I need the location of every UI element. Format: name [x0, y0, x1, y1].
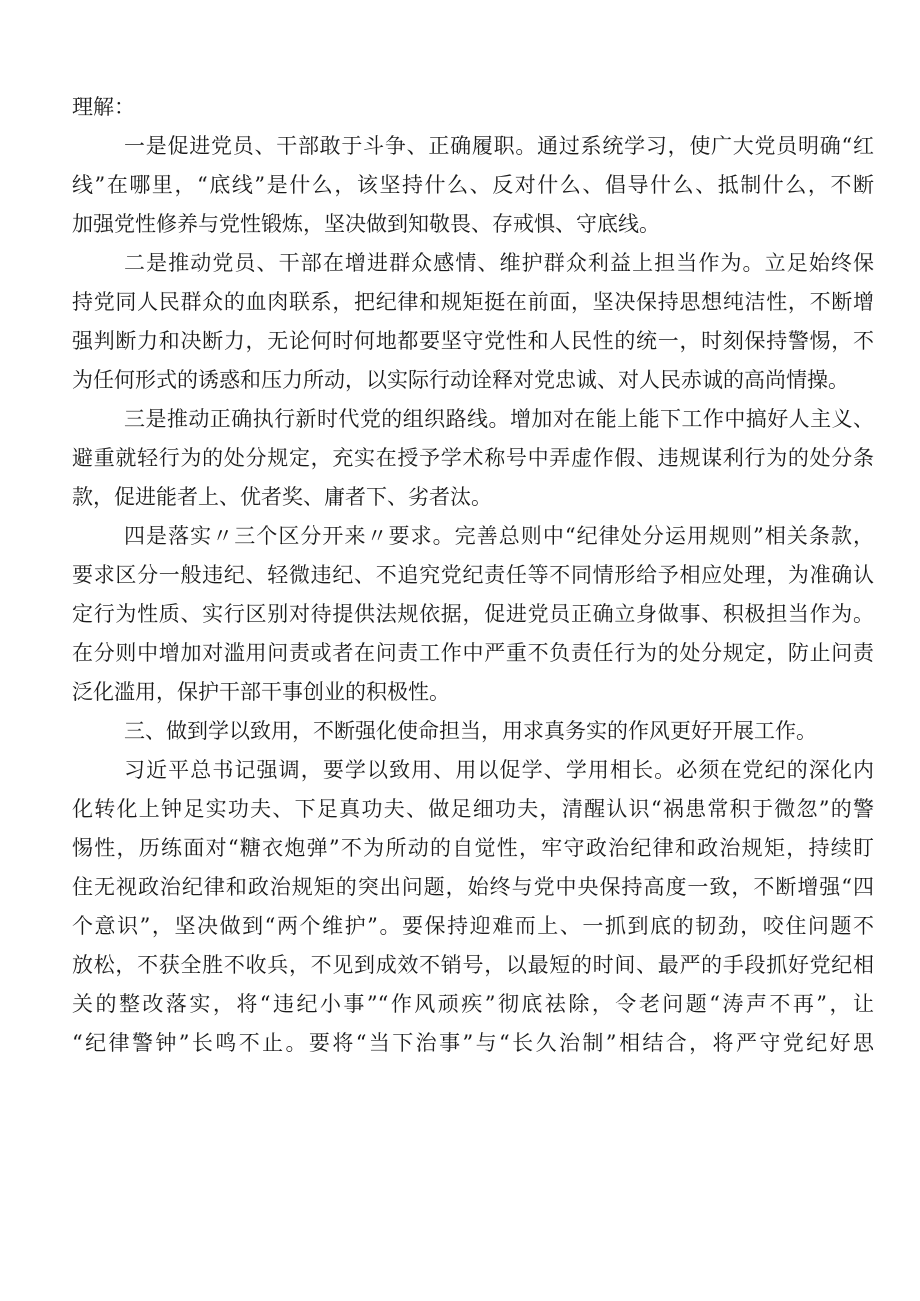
text-line: 定行为性质、实行区别对待提供法规依据，促进党员正确立身做事、积极担当作为。	[72, 602, 874, 626]
paragraph-point-three	[72, 400, 874, 517]
document-body	[72, 88, 874, 1063]
text-line: 要求区分一般违纪、轻微违纪、不追究党纪责任等不同情形给予相应处理，为准确认	[72, 563, 874, 587]
paragraph-section-three-body	[72, 751, 874, 1063]
paragraph-point-four	[72, 517, 874, 712]
paragraph-continuation	[72, 88, 874, 127]
text-line: 款，促进能者上、优者奖、庸者下、劣者汰。	[72, 485, 492, 509]
text-line: 避重就轻行为的处分规定，充实在授予学术称号中弄虚作假、违规谋利行为的处分条	[72, 446, 874, 470]
text-line: 放松，不获全胜不收兵，不见到成效不销号，以最短的时间、最严的手段抓好党纪相	[72, 953, 874, 977]
text-line: 关的整改落实，将“违纪小事”“作风顽疾”彻底祛除，令老问题“涛声不再”，让	[72, 992, 874, 1016]
text-line: 持党同人民群众的血肉联系，把纪律和规矩挺在前面，坚决保持思想纯洁性，不断增	[72, 290, 874, 314]
text-line: 三是推动正确执行新时代党的组织路线。增加对在能上能下工作中搞好人主义、	[124, 407, 874, 431]
section-heading-three	[72, 712, 874, 751]
text-line: 四是落实〃三个区分开来〃要求。完善总则中“纪律处分运用规则”相关条款，	[124, 524, 874, 548]
text-line: 二是推动党员、干部在增进群众感情、维护群众利益上担当作为。立足始终保	[124, 251, 874, 275]
text-line: 在分则中增加对滥用问责或者在问责工作中严重不负责任行为的处分规定，防止问责	[72, 641, 874, 665]
text-line: 一是促进党员、干部敢于斗争、正确履职。通过系统学习，使广大党员明确“红	[124, 134, 874, 158]
paragraph-point-one	[72, 127, 874, 244]
text-line: 加强党性修养与党性锻炼，坚决做到知敬畏、存戒惧、守底线。	[72, 212, 660, 236]
text-line: 理解：	[72, 95, 135, 119]
text-line: 三、做到学以致用，不断强化使命担当，用求真务实的作风更好开展工作。	[124, 719, 817, 743]
text-line: 化转化上钟足实功夫、下足真功夫、做足细功夫，清醒认识“祸患常积于微忽”的警	[72, 797, 874, 821]
text-line: 线”在哪里，“底线”是什么，该坚持什么、反对什么、倡导什么、抵制什么，不断	[72, 173, 874, 197]
paragraph-point-two	[72, 244, 874, 400]
text-line: 泛化滥用，保护干部干事创业的积极性。	[72, 680, 450, 704]
text-line: 个意识”，坚决做到“两个维护”。要保持迎难而上、一抓到底的韧劲，咬住问题不	[72, 914, 874, 938]
text-line: 惕性，历练面对“糖衣炮弹”不为所动的自觉性，牢守政治纪律和政治规矩，持续盯	[72, 836, 874, 860]
text-line: 为任何形式的诱惑和压力所动，以实际行动诠释对党忠诚、对人民赤诚的高尚情操。	[72, 368, 849, 392]
text-line: 习近平总书记强调，要学以致用、用以促学、学用相长。必须在党纪的深化内	[124, 758, 874, 782]
text-line: 住无视政治纪律和政治规矩的突出问题，始终与党中央保持高度一致，不断增强“四	[72, 875, 874, 899]
text-line: 强判断力和决断力，无论何时何地都要坚守党性和人民性的统一，时刻保持警惕，不	[72, 329, 874, 353]
text-line: “纪律警钟”长鸣不止。要将“当下治事”与“长久治制”相结合，将严守党纪好思	[72, 1031, 874, 1055]
